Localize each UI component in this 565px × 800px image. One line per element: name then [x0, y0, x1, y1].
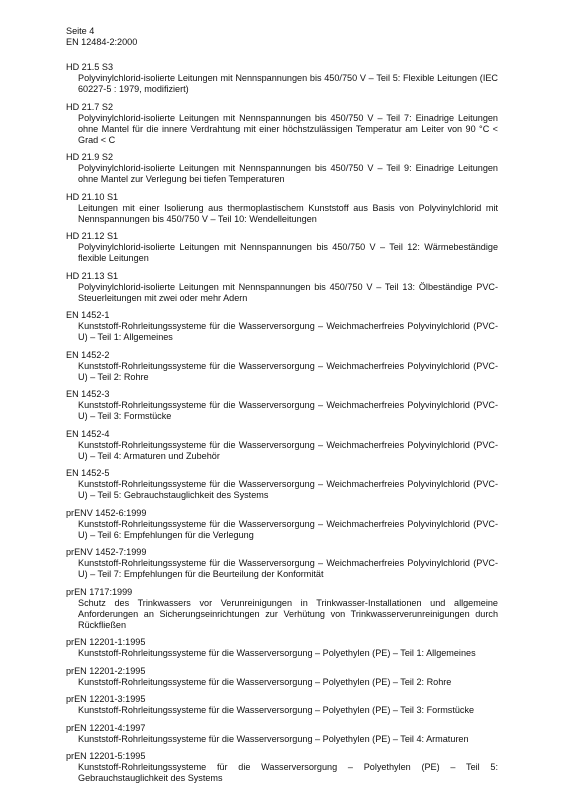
- reference-entry: [66, 547, 498, 580]
- reference-entry: [66, 666, 498, 688]
- reference-number: prEN 12201-4:1997: [66, 722, 146, 733]
- reference-number: HD 21.13 S1: [66, 270, 119, 281]
- reference-entry: [66, 192, 498, 225]
- reference-title: Kunststoff-Rohrleitungssysteme für die Wasserversorgung – Weichmacherfreies Polyvinylchlorid (PVC-U) – Teil 5: Gebrauchstauglichkeit des Systems: [78, 479, 498, 500]
- reference-title: Leitungen mit einer Isolierung aus thermoplastischem Kunststoff aus Basis von Polyvinylchlorid mit Nennspannungen bis 450/750 V – Teil 10: Wendelleitungen: [78, 202, 498, 224]
- reference-entry: [66, 231, 498, 264]
- reference-entry: [66, 310, 498, 343]
- reference-number: prEN 12201-3:1995: [66, 694, 146, 704]
- reference-title: Polyvinylchlorid-isolierte Leitungen mit Nennspannungen bis 450/750 V – Teil 12: Wärmebeständige flexible Leitungen: [78, 242, 498, 263]
- reference-title: Kunststoff-Rohrleitungssysteme für die Wasserversorgung – Weichmacherfreies Polyvinylchlorid (PVC-U) – Teil 3: Formstücke: [78, 400, 498, 421]
- reference-number: HD 21.5 S3: [66, 62, 114, 72]
- reference-title: Kunststoff-Rohrleitungssysteme für die Wasserversorgung – Weichmacherfreies Polyvinylchlorid (PVC-U) – Teil 7: Empfehlungen für die Beurteilung der Konformität: [78, 558, 498, 579]
- reference-entry: [66, 587, 498, 631]
- reference-title: Kunststoff-Rohrleitungssysteme für die Wasserversorgung – Weichmacherfreies Polyvinylchlorid (PVC-U) – Teil 1: Allgemeines: [78, 321, 498, 342]
- reference-number: EN 1452-3: [66, 389, 110, 399]
- reference-title: Polyvinylchlorid-isolierte Leitungen mit Nennspannungen bis 450/750 V – Teil 9: Einadrige Leitungen ohne Mantel zur Verlegung bei tiefen Temperaturen: [78, 163, 498, 184]
- reference-title: Kunststoff-Rohrleitungssysteme für die Wasserversorgung – Weichmacherfreies Polyvinylchlorid (PVC-U) – Teil 4: Armaturen und Zubehör: [78, 439, 498, 461]
- reference-number: prENV 1452-7:1999: [66, 547, 147, 557]
- reference-entry: [66, 271, 498, 304]
- reference-title: Kunststoff-Rohrleitungssysteme für die Wasserversorgung – Polyethylen (PE) – Teil 2: Rohre: [78, 676, 452, 687]
- reference-number: EN 1452-2: [66, 349, 110, 360]
- reference-entry: [66, 723, 498, 745]
- reference-title: Kunststoff-Rohrleitungssysteme für die Wasserversorgung – Polyethylen (PE) – Teil 3: Formstücke: [78, 705, 475, 715]
- reference-entry: [66, 102, 498, 146]
- normative-references-list: [66, 62, 498, 791]
- reference-entry: [66, 694, 498, 716]
- reference-title: Kunststoff-Rohrleitungssysteme für die Wasserversorgung – Polyethylen (PE) – Teil 5: Gebrauchstauglichkeit des Systems: [78, 762, 498, 783]
- reference-entry: [66, 152, 498, 185]
- reference-entry: [66, 468, 498, 501]
- reference-title: Kunststoff-Rohrleitungssysteme für die Wasserversorgung – Polyethylen (PE) – Teil 4: Armaturen: [78, 733, 469, 744]
- reference-entry: [66, 429, 498, 462]
- reference-number: prEN 12201-5:1995: [66, 751, 146, 761]
- reference-entry: [66, 637, 498, 659]
- page-header: [66, 26, 506, 48]
- reference-number: prEN 1717:1999: [66, 586, 133, 597]
- reference-title: Polyvinylchlorid-isolierte Leitungen mit Nennspannungen bis 450/750 V – Teil 7: Einadrige Leitungen ohne Mantel für die innere Verdrahtung mit einer höchstzulässigen Temperatur am Leiter von 90 °C < Grad < C: [78, 112, 498, 145]
- reference-entry: [66, 389, 498, 422]
- reference-entry: [66, 751, 498, 784]
- reference-title: Kunststoff-Rohrleitungssysteme für die Wasserversorgung – Weichmacherfreies Polyvinylchlorid (PVC-U) – Teil 2: Rohre: [78, 360, 498, 382]
- reference-title: Polyvinylchlorid-isolierte Leitungen mit Nennspannungen bis 450/750 V – Teil 13: Ölbeständige PVC-Steuerleitungen mit zwei oder mehr Adern: [78, 281, 498, 303]
- reference-title: Polyvinylchlorid-isolierte Leitungen mit Nennspannungen bis 450/750 V – Teil 5: Flexible Leitungen (IEC 60227-5 : 1979, modifiziert): [78, 73, 498, 94]
- reference-number: EN 1452-1: [66, 310, 110, 320]
- reference-number: prENV 1452-6:1999: [66, 507, 147, 518]
- reference-number: prEN 12201-2:1995: [66, 665, 146, 676]
- reference-number: HD 21.12 S1: [66, 231, 119, 241]
- reference-entry: [66, 508, 498, 541]
- reference-title: Schutz des Trinkwassers vor Verunreinigungen in Trinkwasser-Installationen und allgemeine Anforderungen an Sicherungseinrichtungen zur Verhütung von Trinkwasserverunreinigungen durch Rückfließen: [78, 597, 498, 630]
- reference-title: Kunststoff-Rohrleitungssysteme für die Wasserversorgung – Weichmacherfreies Polyvinylchlorid (PVC-U) – Teil 6: Empfehlungen für die Verlegung: [78, 518, 498, 540]
- reference-number: EN 1452-4: [66, 428, 110, 439]
- reference-entry: [66, 350, 498, 383]
- page-number: Seite 4: [66, 26, 95, 36]
- reference-number: EN 1452-5: [66, 468, 110, 478]
- reference-title: Kunststoff-Rohrleitungssysteme für die Wasserversorgung – Polyethylen (PE) – Teil 1: Allgemeines: [78, 648, 476, 658]
- reference-number: HD 21.7 S2: [66, 101, 114, 112]
- reference-entry: [66, 62, 498, 95]
- reference-number: prEN 12201-1:1995: [66, 637, 146, 647]
- reference-number: HD 21.10 S1: [66, 191, 119, 202]
- reference-number: HD 21.9 S2: [66, 152, 114, 162]
- standard-number: EN 12484-2:2000: [66, 37, 138, 47]
